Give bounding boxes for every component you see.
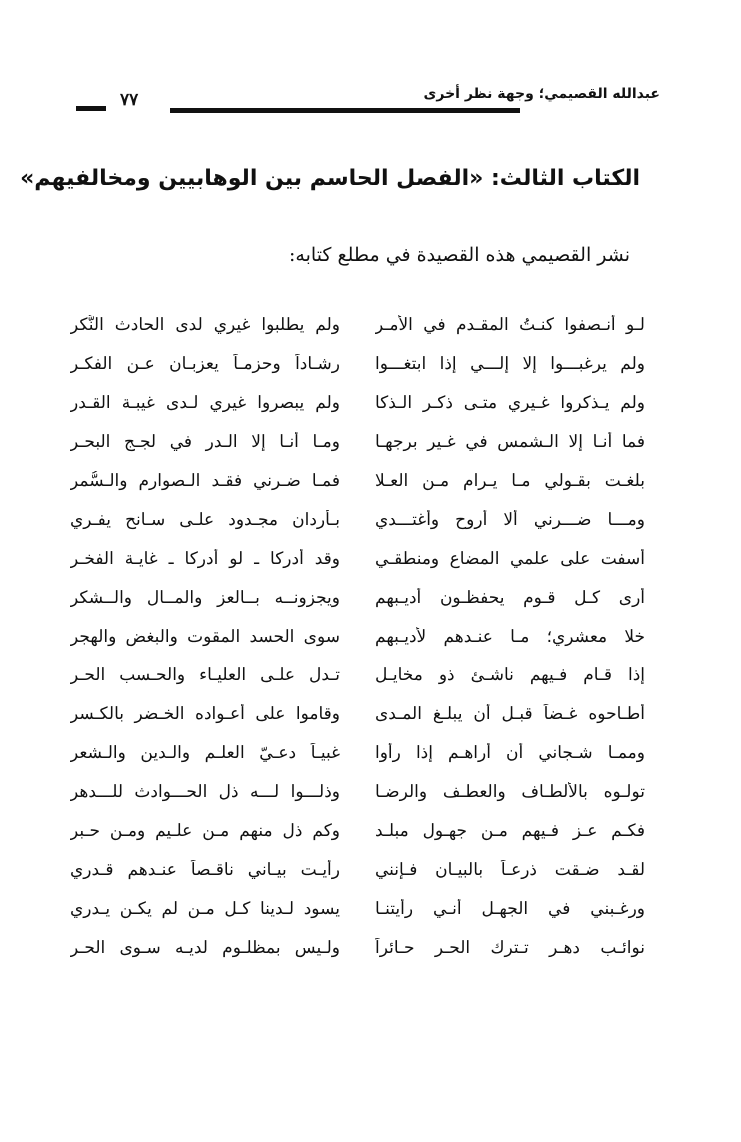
- hemistich-left: بـأردان مجـدود علـى سـانح يفـري: [70, 509, 340, 530]
- hemistich-left: رأيـت بيـاني ناقـصاً عنـدهم قـدري: [70, 859, 340, 880]
- hemistich-left: سوى الحسد المقوت والبغض والهجر: [70, 626, 340, 647]
- hemistich-left: رشـاداً وحزمـاً يعزبـان عـن الفكـر: [70, 354, 340, 375]
- header-rule: [170, 108, 520, 113]
- verse: [70, 384, 645, 423]
- hemistich-left: تـدل علـى العليـاء والحـسب الحـر: [70, 665, 340, 686]
- intro-text: نشر القصيمي هذه القصيدة في مطلع كتابه:: [289, 244, 630, 266]
- hemistich-left: وقد أدركا ـ لو أدركا ـ غايـة الفخـر: [70, 548, 340, 569]
- page-header: [60, 86, 660, 116]
- verse: [70, 695, 645, 734]
- hemistich-left: وكم ذل منهم مـن علـيم ومـن حـبر: [70, 821, 340, 842]
- verse: [70, 773, 645, 812]
- verse: [70, 306, 645, 345]
- hemistich-right: نوائـب دهـر تـترك الحـر حـائراً: [375, 937, 645, 958]
- verse: [70, 617, 645, 656]
- hemistich-right: ولم يرغبـــوا إلا إلـــي إذا ابتغـــوا: [375, 354, 645, 375]
- hemistich-right: ولم يـذكروا غـيري متـى ذكـر الـذكا: [375, 393, 645, 414]
- verse: [70, 889, 645, 928]
- hemistich-left: وقاموا على أعـواده الخـضر بالكـسر: [70, 704, 340, 725]
- verse: [70, 500, 645, 539]
- chapter-title: الكتاب الثالث: «الفصل الحاسم بين الوهابيين ومخالفيهم»: [20, 166, 640, 191]
- hemistich-right: أطـاحوه غـضاً قبـل أن يبلـغ المـدى: [375, 704, 645, 725]
- poem: [70, 306, 645, 967]
- hemistich-right: أرى كـل قـوم يحفظـون أديـبهم: [375, 587, 645, 608]
- verse: [70, 462, 645, 501]
- hemistich-right: فكـم عـز فـيهم مـن جهـول مبلـد: [375, 821, 645, 842]
- hemistich-right: وممـا شـجاني أن أراهـم إذا رأوا: [375, 743, 645, 764]
- hemistich-right: بلغـت بقـولي مـا يـرام مـن العـلا: [375, 471, 645, 491]
- verse: [70, 734, 645, 773]
- hemistich-left: يسود لـدينا كـل مـن لم يكـن يـدري: [70, 898, 340, 919]
- hemistich-right: ومـــا ضـــرني ألا أروح وأغتـــدي: [375, 509, 645, 530]
- hemistich-left: وذلـــوا لـــه ذل الحـــوادث للـــدهر: [70, 782, 340, 803]
- hemistich-right: فما أنـا إلا الـشمس في غـير برجهـا: [375, 432, 645, 453]
- hemistich-right: أسفت على علمي المضاع ومنطقـي: [375, 548, 645, 569]
- verse: [70, 656, 645, 695]
- hemistich-right: لـو أنـصفوا كنـتُ المقـدم في الأمـر: [375, 315, 645, 336]
- hemistich-left: ولم يطلبوا غيري لدى الحادث النُّكر: [70, 315, 340, 336]
- hemistich-left: ولم يبصروا غيري لـدى غيبـة القـدر: [70, 393, 340, 414]
- verse: [70, 850, 645, 889]
- verse: [70, 345, 645, 384]
- verse: [70, 578, 645, 617]
- header-rule-short: [76, 106, 106, 111]
- running-title: عبدالله القصيمي؛ وجهة نظر أخرى: [423, 86, 660, 102]
- hemistich-left: ومـا أنـا إلا الـدر في لجـج البحـر: [70, 432, 340, 453]
- verse: [70, 928, 645, 967]
- hemistich-right: تولـوه بالألطـاف والعطـف والرضـا: [375, 782, 645, 803]
- hemistich-right: إذا قـام فـيهم ناشـئ ذو مخايـل: [375, 665, 645, 686]
- hemistich-right: ورغـبني في الجهـل أنـي رأيتنـا: [375, 898, 645, 919]
- verse: [70, 812, 645, 851]
- hemistich-left: ولـيس بمظلـوم لديـه سـوى الحـر: [70, 937, 340, 958]
- page-number: ٧٧: [120, 90, 139, 110]
- verse: [70, 423, 645, 462]
- hemistich-left: ويجزونــه بــالعز والمــال والــشكر: [70, 587, 340, 608]
- hemistich-left: فمـا ضـرني فقـد الـصوارم والـسُّمر: [70, 471, 340, 491]
- hemistich-right: خلا معشري؛ مـا عنـدهم لأديـبهم: [375, 626, 645, 647]
- verse: [70, 539, 645, 578]
- hemistich-right: لقـد ضـقت ذرعـاً بالبيـان فـإنني: [375, 859, 645, 880]
- hemistich-left: غبيـاً دعـيّ العلـم والـدين والـشعر: [70, 743, 340, 764]
